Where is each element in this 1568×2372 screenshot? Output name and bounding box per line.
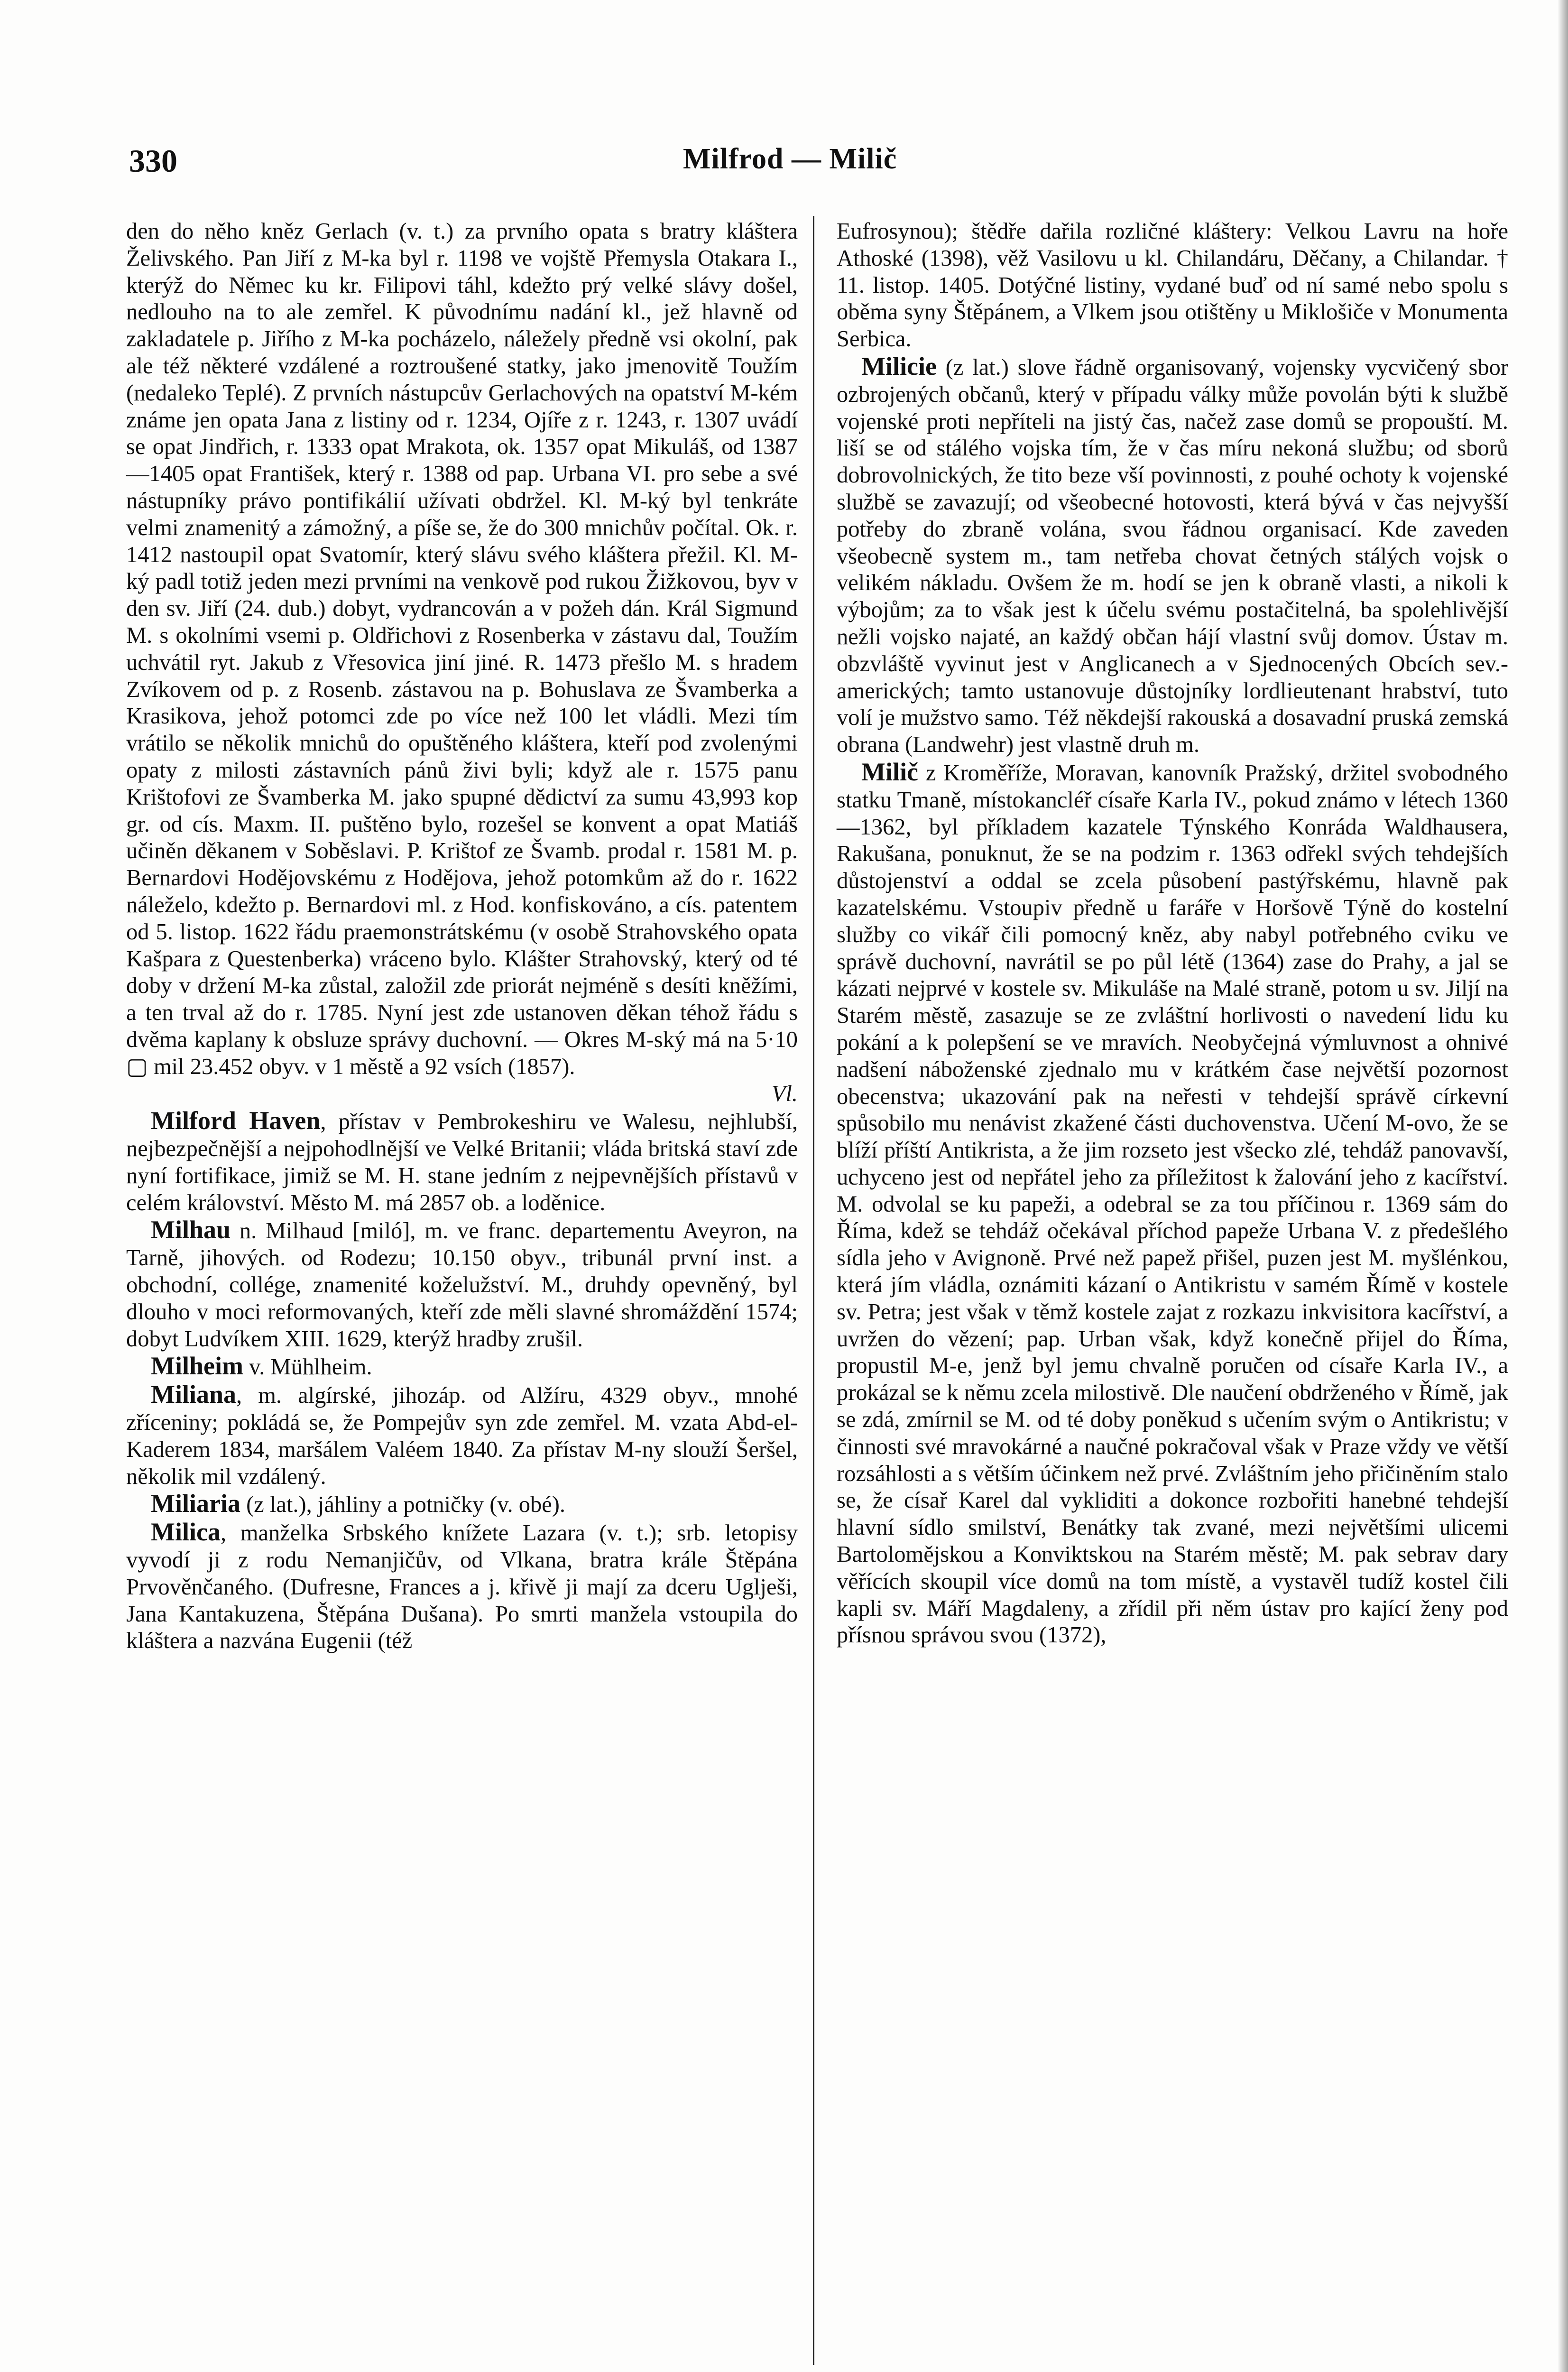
headword: Milič — [861, 757, 918, 786]
running-head: Milfrod — Milič — [683, 143, 897, 175]
entry-text: Eufrosynou); štědře dařila rozličné kláštery: Velkou Lavru na hoře Athoské (1398), věž Vasilovu u kl. Chilandáru, Děčany, a Chilandar. † 11. listop. 1405. Dotýčné listiny, vydané buď od ní samé nebo spolu s oběma syny Štěpánem, a Vlkem jsou otištěny u Miklošiče v Monumenta Serbica. — [837, 219, 1508, 352]
entry-text: , manželka Srbského knížete Lazara (v. t.); srb. letopisy vyvodí ji z rodu Nemanjičův, od Vlkana, bratra krále Štěpána Prvověnčaného. (Dufresne, Frances a j. křivě ji mají za dceru Uglješi, Jana Kantakuzena, Štěpána Dušana). Po smrti manžela vstoupila do kláštera a nazvána Eugenii (též — [126, 1520, 798, 1654]
entry-text: v. Mühlheim. — [243, 1354, 372, 1380]
headword: Milica — [151, 1518, 221, 1547]
headword: Milhau — [151, 1215, 231, 1244]
entry-milica — [126, 1519, 798, 1655]
entry-text: z Kroměříže, Moravan, kanovník Pražský, držitel svobodného statku Tmaně, místokancléř císaře Karla IV., pokud známo v létech 1360—1362, byl příkladem kazatele Týnského Konráda Waldhausera, Rakušana, ponuknut, že se na podzim r. 1363 odřekl svých tehdejších důstojenství a oddal se zcela působení pastýřskému, hlavně pak kazatelskému. Vstoupiv předně u faráře v Horšově Týně do kostelní služby co vikář čili pomocný kněz, aby nabyl potřebného cviku ve správě duchovní, navrátil se po půl létě (1364) zase do Prahy, a jal se kázati nejprvé v kostele sv. Mikuláše na Malé straně, potom u sv. Jiljí na Starém městě, zasazuje se ze zvláštní horlivosti o navedení lidu ku pokání a k polepšení se ve mravích. Neobyčejná výmluvnost a ohnivé nadšení náboženské zjednalo mu v krátkém čase největší pozornost obecenstva; ukazování pak na neřesti v tehdejší správě církevní spůsobilo mu nenávist zkažené části duchovenstva. Učení M-ovo, že se blíží příští Antikrista, a že jim rozseto jest všecko zlé, tehdáž panovavší, uchyceno jest od nepřátel jeho za příležitost k žalování jeho z kacířství. M. odvolal se ku papeži, a odebral se za tou příčinou r. 1369 sám do Říma, kdež se tehdáž očekával příchod papeže Urbana V. z předešlého sídla jeho v Avignoně. Prvé než papež přišel, puzen jest M. myšlénkou, která jím vládla, oznámiti kázaní o Antikristu v samém Římě v kostele sv. Petra; jest však v těmž kostele zajat z rozkazu inkvisitora kacířství, a uvržen do vězení; pap. Urban však, když konečně přijel do Říma, propustil M-e, jenž byl jemu chvalně poručen od císaře Karla IV., a prokázal se k němu zcela milostivě. Dle naučení obdrženého v Římě, jak se zdá, zmírnil se M. od té doby poněkud s učením svým o Antikristu; v činnosti své mravokárné a naučné pokračoval však v Praze vždy ve větší rozsáhlosti a s větším účinkem než prvé. Zvláštním jeho přičiněním stalo se, že císař Karel dal vykliditi a dokonce rozbořiti hanebné tehdejší hlavní sídlo smilství, Benátky tak zvané, mezi největšími ulicemi Bartolomějskou a Konviktskou na Starém městě; M. pak sebrav dary věřících skoupil více domů na tom místě, a vystavěl tudíž kostel čili kapli sv. Máří Magdaleny, a zřídil při něm ústav pro kající ženy pod přísnou správou svou (1372), — [837, 760, 1508, 1648]
page-number: 330 — [129, 143, 177, 179]
headword: Miliana — [151, 1380, 237, 1409]
headword: Miliaria — [151, 1489, 240, 1518]
page-header — [0, 142, 1568, 185]
entry-milford-haven — [126, 1107, 798, 1216]
headword: Milheim — [151, 1352, 243, 1381]
entry-text: , přístav v Pembrokeshiru ve Walesu, nejhlubší, nejbezpečnější a nejpohodlnější ve Velké Britanii; vláda britská staví zde nyní fortifikace, jimiž se M. H. stane jedním z nejpevnějších přístavů v celém království. Město M. má 2857 ob. a loděnice. — [126, 1109, 798, 1215]
entry-text: (z lat.), jáhliny a potničky (v. obé). — [240, 1492, 566, 1518]
entry-miliana — [126, 1381, 798, 1490]
headword: Milicie — [861, 352, 937, 380]
entry-text: (z lat.) slove řádně organisovaný, vojensky vycvičený sbor ozbrojených občanů, který v případu války může povolán býti k službě vojenské proti nepříteli na jistý čas, načež zase domů se propouští. M. liší se od stálého vojska tím, že v čas míru nekoná službu; od sborů dobrovolnických, že tito beze vší povinnosti, z pouhé ochoty k vojenské službě se zavazují; od všeobecné hotovosti, která bývá v čas nejvyšší potřeby do zbraně volána, svou řádnou organisací. Kde zaveden všeobecně system m., tam netřeba chovat četných stálých vojsk o velikém nákladu. Ovšem že m. hodí se jen k obraně vlasti, a nikoli k výbojům; za to však jest k účelu svému postačitelná, ba spolehlivější nežli vojsko najaté, an každý občan hájí vlastní svůj domov. Ústav m. obzvláště vyvinut jest v Anglicanech a v Sjednocených Obcích sev.-amerických; tamto ustanovuje důstojníky lordlieutenant hrabství, tuto volí je mužstvo samo. Též někdejší rakouská a dosavadní pruská zemská obrana (Landwehr) jest vlastně druh m. — [837, 354, 1508, 758]
entry-milevsko-continuation — [126, 218, 798, 1107]
author-signature: Vl. — [771, 1081, 798, 1106]
right-column — [837, 218, 1508, 1649]
entry-milhau — [126, 1216, 798, 1353]
page-edge-shadow — [1558, 0, 1568, 2372]
headword: Milford Haven — [151, 1106, 321, 1135]
entry-milicie — [837, 353, 1508, 759]
entry-text: den do něho kněz Gerlach (v. t.) za prvního opata s bratry kláštera Želivského. Pan Jiří z M-ka byl r. 1198 ve vojště Přemysla Otakara I., kterýž do Němec ku kr. Filipovi táhl, kdežto prý velké slávy došel, nedlouho na to ale zemřel. K původnímu nadání kl., jež hlavně od zakladatele p. Jiřího z M-ka pocházelo, náležely předně vsi okolní, pak ale též některé vzdálené a roztroušené statky, jako jmenovitě Toužím (nedaleko Teplé). Z prvních nástupcův Gerlachových na opatství M-kém známe jen opata Jana z listiny od r. 1234, Ojíře z r. 1243, r. 1307 uvádí se opat Jindřich, r. 1333 opat Mrakota, ok. 1357 opat Mikuláš, od 1387—1405 opat František, který r. 1388 od pap. Urbana VI. pro sebe a své nástupníky právo pontifikálií užívati obdržel. Kl. M-ký byl tenkráte velmi znamenitý a zámožný, a píše se, že do 300 mnichův počítal. Ok. r. 1412 nastoupil opat Svatomír, který slávu svého kláštera přežil. Kl. M-ký padl totiž jeden mezi prvními na venkově pod rukou Žižkovou, byv v den sv. Jiří (24. dub.) dobyt, vydrancován a v požeh dán. Král Sigmund M. s okolními vsemi p. Oldřichovi z Rosenberka v zástavu dal, Toužím uchvátil ryt. Jakub z Vřesovica jiní jiné. R. 1473 přešlo M. s hradem Zvíkovem od p. z Rosenb. zástavou na p. Bohuslava ze Švamberka a Krasikova, jehož potomci zde po více než 100 let vládli. Mezi tím vrátilo se několik mnichů do opuštěného kláštera, kteří pod zvolenými opaty z milosti zástavních pánů živi byli; když ale r. 1575 panu Krištofovi ze Švamberka M. jako spupné dědictví za sumu 43,993 kop gr. od cís. Maxm. II. puštěno bylo, rozešel se konvent a opat Matiáš učiněn děkanem v Soběslavi. P. Krištof ze Švamb. prodal r. 1581 M. p. Bernardovi Hodějovskému z Hodějova, jehož potomkům až do r. 1622 náleželo, kdežto p. Bernardovi ml. z Hod. konfiskováno, a cís. patentem od 5. listop. 1622 řádu praemonstrátskému (v osobě Strahovského opata Kašpara z Questenberka) vráceno bylo. Klášter Strahovský, který od té doby v držení M-ka zůstal, založil zde priorát nejméně s desíti kněžími, a ten trval až do r. 1785. Nyní jest zde ustanoven děkan téhož řádu s dvěma kaplany k obsluze správy duchovní. — Okres M-ský má na 5·10 ▢ mil 23.452 obyv. v 1 městě a 92 vsích (1857). — [126, 219, 798, 1079]
column-divider — [813, 216, 814, 2365]
entry-text: , m. algírské, jihozáp. od Alžíru, 4329 obyv., mnohé zříceniny; pokládá se, že Pompejův syn zde zemřel. M. vzata Abd-el-Kaderem 1834, maršálem Valéem 1840. Za přístav M-ny slouží Šeršel, několik mil vzdálený. — [126, 1383, 798, 1489]
left-column — [126, 218, 798, 1655]
entry-text: n. Milhaud [miló], m. ve franc. departementu Aveyron, na Tarně, jihových. od Rodezu; 10.150 obyv., tribunál první inst. a obchodní, collége, znamenité koželužství. M., druhdy opevněný, byl dlouho v moci reformovaných, kteří zde měli slavné shromáždění 1574; dobyt Ludvíkem XIII. 1629, kterýž hradby zrušil. — [126, 1218, 798, 1352]
entry-milic — [837, 759, 1508, 1649]
entry-miliaria — [126, 1490, 798, 1519]
entry-milica-continuation — [837, 218, 1508, 353]
entry-milheim — [126, 1353, 798, 1381]
